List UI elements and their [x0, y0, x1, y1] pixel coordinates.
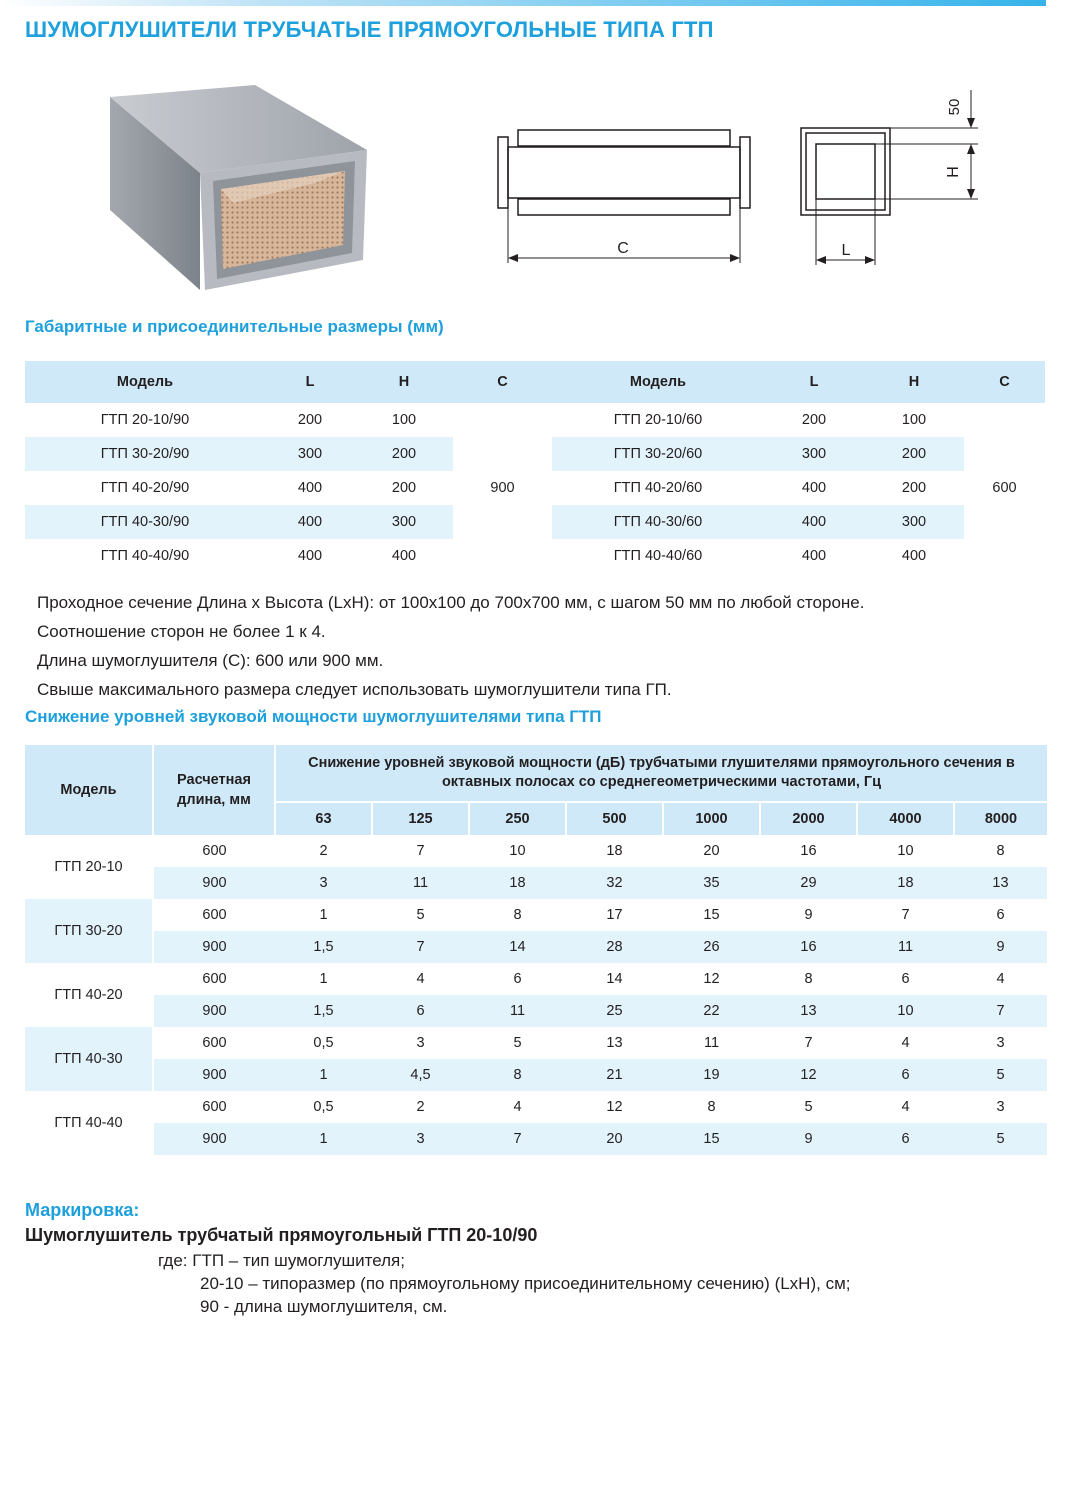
value-cell: 6: [901, 971, 910, 987]
value-cell: 32: [566, 867, 663, 899]
value-cell: 7: [469, 1123, 566, 1155]
value-cell: 4,5: [372, 1059, 469, 1091]
value-cell: 5: [416, 907, 425, 923]
table-row: [25, 403, 1045, 437]
freq-header: 8000: [954, 802, 1047, 835]
value-cell: 4: [513, 1099, 522, 1115]
value-cell: 4: [901, 1099, 910, 1115]
header-group: Снижение уровней звуковой мощности (дБ) трубчатыми глушителями прямоугольного сечения в октавных полосах со среднегеометрическими частотами, Гц: [275, 745, 1047, 802]
value-cell: 20: [566, 1123, 663, 1155]
value-cell: 25: [566, 995, 663, 1027]
value-cell: 18: [857, 867, 954, 899]
length-cell: 900: [153, 995, 275, 1027]
sound-heading: Снижение уровней звуковой мощности шумоглушителями типа ГТП: [25, 707, 602, 726]
value-cell: 1: [319, 907, 328, 923]
value-cell: 5: [513, 1035, 522, 1051]
table-cell: ГТП 30-20/90: [25, 437, 265, 471]
label-c: C: [617, 240, 629, 257]
value-cell: 16: [760, 931, 857, 963]
value-cell: 8: [513, 907, 522, 923]
model-cell: ГТП 40-20: [25, 963, 153, 1027]
freq-header: 4000: [857, 802, 954, 835]
product-photo: [105, 85, 370, 295]
value-cell: 7: [804, 1035, 813, 1051]
value-cell: 17: [606, 907, 623, 923]
value-cell: 1: [275, 1059, 372, 1091]
table-cell: 400: [801, 480, 827, 496]
dims-header-cell: C: [453, 361, 552, 403]
table-row: [25, 995, 1047, 1027]
value-cell: 14: [469, 931, 566, 963]
value-cell: 8: [996, 843, 1005, 859]
table-cell: ГТП 20-10/60: [613, 412, 703, 428]
value-cell: 11: [372, 867, 469, 899]
marking-heading: Маркировка:: [25, 1200, 140, 1220]
value-cell: 6: [372, 995, 469, 1027]
table-cell: 400: [764, 505, 864, 539]
value-cell: 14: [606, 971, 623, 987]
dims-header-cell: H: [355, 361, 453, 403]
table-cell: ГТП 20-10/90: [100, 412, 190, 428]
freq-header: 2000: [760, 802, 857, 835]
length-cell: 600: [153, 835, 275, 867]
table-cell: 300: [355, 505, 453, 539]
value-cell: 11: [703, 1035, 720, 1051]
table-cell: 200: [901, 480, 927, 496]
table-cell: 400: [391, 548, 417, 564]
table-cell: 200: [801, 412, 827, 428]
length-cell: 900: [153, 1059, 275, 1091]
marking-line: 20-10 – типоразмер (по прямоугольному присоединительному сечению) (LxH), см;: [200, 1274, 851, 1293]
value-cell: 0,5: [313, 1099, 334, 1115]
table-row: [25, 1027, 1047, 1059]
dims-header-cell: H: [864, 361, 964, 403]
table-row: [25, 867, 1047, 899]
value-cell: 9: [954, 931, 1047, 963]
note-line: Проходное сечение Длина х Высота (LxH): от 100х100 до 700х700 мм, с шагом 50 мм по любой стороне.: [37, 593, 865, 612]
length-cell: 600: [153, 963, 275, 995]
value-cell: 22: [663, 995, 760, 1027]
value-cell: 13: [606, 1035, 623, 1051]
value-cell: 20: [703, 843, 720, 859]
note-line: Длина шумоглушителя (С): 600 или 900 мм.: [37, 651, 384, 670]
value-cell: 13: [954, 867, 1047, 899]
length-cell: 600: [153, 1027, 275, 1059]
table-cell: 200: [864, 437, 964, 471]
value-cell: 13: [760, 995, 857, 1027]
length-cell: 900: [153, 867, 275, 899]
table-cell: 200: [355, 437, 453, 471]
value-cell: 21: [566, 1059, 663, 1091]
value-cell: 19: [663, 1059, 760, 1091]
value-cell: 1,5: [275, 995, 372, 1027]
table-row: [25, 1123, 1047, 1155]
value-cell: 3: [416, 1035, 425, 1051]
value-cell: 12: [703, 971, 720, 987]
value-cell: 11: [857, 931, 954, 963]
freq-header: 63: [275, 802, 372, 835]
dims-header-cell: C: [964, 361, 1045, 403]
top-accent-bar: [0, 0, 1046, 6]
value-cell: 8: [804, 971, 813, 987]
value-cell: 3: [275, 867, 372, 899]
value-cell: 6: [857, 1059, 954, 1091]
table-cell: 200: [297, 412, 323, 428]
label-l: L: [841, 242, 851, 259]
value-cell: 7: [416, 843, 425, 859]
table-row: [25, 1091, 1047, 1123]
table-cell: ГТП 40-30/90: [25, 505, 265, 539]
table-cell-c-600: 600: [992, 480, 1017, 496]
model-cell: ГТП 30-20: [25, 899, 153, 963]
value-cell: 5: [804, 1099, 813, 1115]
table-cell: ГТП 40-20/60: [613, 480, 703, 496]
value-cell: 16: [800, 843, 817, 859]
freq-header: 1000: [663, 802, 760, 835]
length-cell: 900: [153, 1123, 275, 1155]
length-cell: 900: [153, 931, 275, 963]
sound-reduction-table: [25, 745, 1047, 1155]
label-h: H: [945, 166, 962, 178]
value-cell: 6: [996, 907, 1005, 923]
value-cell: 4: [996, 971, 1005, 987]
value-cell: 1,5: [275, 931, 372, 963]
freq-header: 500: [566, 802, 663, 835]
value-cell: 5: [954, 1123, 1047, 1155]
value-cell: 1: [275, 1123, 372, 1155]
value-cell: 2: [319, 843, 328, 859]
value-cell: 8: [469, 1059, 566, 1091]
label-50: 50: [946, 98, 963, 116]
value-cell: 7: [954, 995, 1047, 1027]
table-cell: 400: [801, 548, 827, 564]
marking-legend: [158, 1249, 850, 1318]
table-cell: 400: [297, 480, 323, 496]
header-model: Модель: [25, 745, 153, 835]
table-row: [25, 899, 1047, 931]
value-cell: 26: [663, 931, 760, 963]
length-cell: 600: [153, 1091, 275, 1123]
table-cell: ГТП 30-20/60: [552, 437, 764, 471]
note-line: Свыше максимального размера следует использовать шумоглушители типа ГП.: [37, 680, 672, 699]
marking-line: 90 - длина шумоглушителя, см.: [200, 1297, 448, 1316]
value-cell: 5: [954, 1059, 1047, 1091]
length-cell: 600: [153, 899, 275, 931]
header-length: Расчетная длина, мм: [153, 745, 275, 835]
table-cell: 400: [901, 548, 927, 564]
value-cell: 28: [566, 931, 663, 963]
table-cell: 100: [391, 412, 417, 428]
value-cell: 0,5: [313, 1035, 334, 1051]
value-cell: 10: [897, 843, 914, 859]
marking-example: Шумоглушитель трубчатый прямоугольный ГТП 20-10/90: [25, 1225, 538, 1245]
dimensions-table: [25, 361, 1045, 573]
dims-header-cell: Модель: [552, 361, 764, 403]
value-cell: 6: [857, 1123, 954, 1155]
freq-header: 125: [372, 802, 469, 835]
value-cell: 2: [416, 1099, 425, 1115]
model-cell: ГТП 40-30: [25, 1027, 153, 1091]
value-cell: 18: [606, 843, 623, 859]
page-title: ШУМОГЛУШИТЕЛИ ТРУБЧАТЫЕ ПРЯМОУГОЛЬНЫЕ ТИПА ГТП: [25, 17, 714, 42]
value-cell: 29: [760, 867, 857, 899]
table-cell: 200: [391, 480, 417, 496]
dims-header-cell: Модель: [25, 361, 265, 403]
value-cell: 1: [319, 971, 328, 987]
table-cell: ГТП 40-40/90: [100, 548, 190, 564]
value-cell: 15: [663, 1123, 760, 1155]
value-cell: 35: [663, 867, 760, 899]
note-line: Соотношение сторон не более 1 к 4.: [37, 622, 326, 641]
table-cell-c-900: 900: [490, 480, 515, 496]
model-cell: ГТП 40-40: [25, 1091, 153, 1155]
value-cell: 3: [372, 1123, 469, 1155]
value-cell: 10: [857, 995, 954, 1027]
value-cell: 4: [901, 1035, 910, 1051]
value-cell: 3: [996, 1035, 1005, 1051]
table-cell: ГТП 40-30/60: [552, 505, 764, 539]
table-cell: ГТП 40-20/90: [100, 480, 190, 496]
value-cell: 10: [509, 843, 526, 859]
table-row: [25, 963, 1047, 995]
dimension-drawings: [490, 85, 990, 275]
value-cell: 7: [372, 931, 469, 963]
marking-line: где: ГТП – тип шумоглушителя;: [158, 1251, 405, 1270]
value-cell: 7: [901, 907, 910, 923]
table-row: [25, 931, 1047, 963]
table-cell: 300: [265, 437, 355, 471]
sound-header-row: [25, 745, 1047, 802]
value-cell: 4: [416, 971, 425, 987]
value-cell: 3: [996, 1099, 1005, 1115]
dims-header-cell: L: [265, 361, 355, 403]
table-cell: 100: [901, 412, 927, 428]
model-cell: ГТП 20-10: [25, 835, 153, 899]
table-row: [25, 1059, 1047, 1091]
freq-header: 250: [469, 802, 566, 835]
table-row: [25, 835, 1047, 867]
dims-heading: Габаритные и присоединительные размеры (мм): [25, 317, 444, 336]
dims-header-cell: L: [764, 361, 864, 403]
value-cell: 8: [707, 1099, 716, 1115]
dims-header-row: [25, 361, 1045, 403]
value-cell: 11: [469, 995, 566, 1027]
value-cell: 9: [760, 1123, 857, 1155]
value-cell: 12: [606, 1099, 623, 1115]
value-cell: 12: [760, 1059, 857, 1091]
table-cell: 300: [864, 505, 964, 539]
notes-block: [37, 588, 865, 704]
table-cell: 400: [297, 548, 323, 564]
table-cell: 400: [265, 505, 355, 539]
table-cell: ГТП 40-40/60: [613, 548, 703, 564]
value-cell: 9: [804, 907, 813, 923]
value-cell: 15: [703, 907, 720, 923]
value-cell: 6: [513, 971, 522, 987]
value-cell: 18: [469, 867, 566, 899]
table-cell: 300: [764, 437, 864, 471]
